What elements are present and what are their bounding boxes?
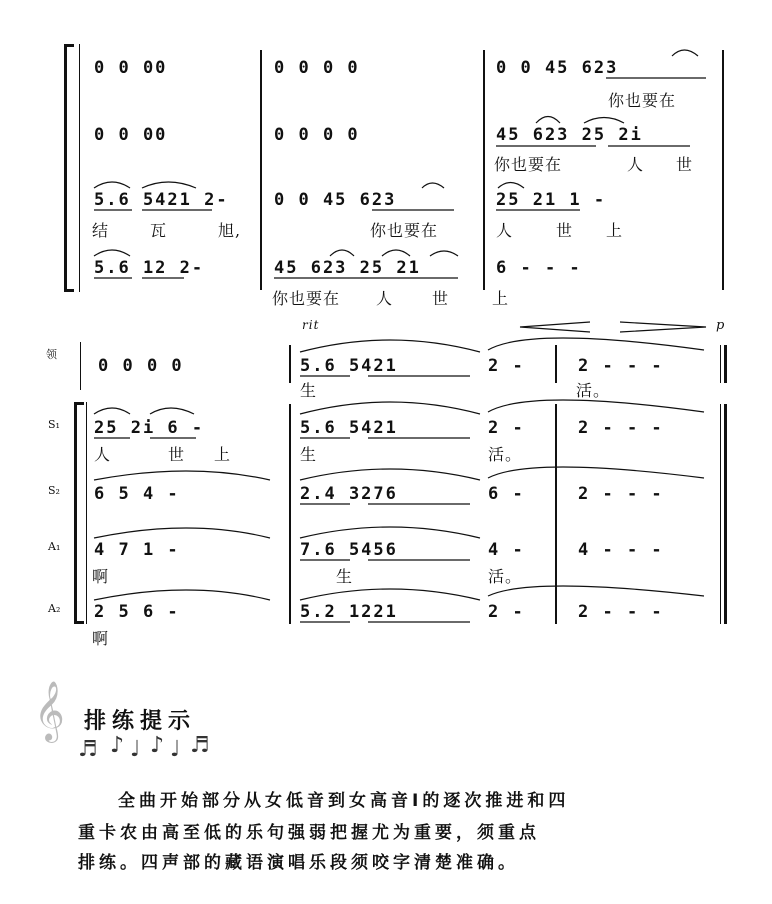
notes-row3-m1: 5.6 5421 2- [94,190,229,210]
a1-m1: 4 7 1 - [94,540,180,560]
lyric-row2-c: 世 [676,155,694,174]
lyric-a1-b: 生 [336,567,354,586]
notes-row1-m1: 0 0 00 [94,58,168,78]
lyric-lead-b: 活。 [576,381,611,400]
lyric-s1-e: 活。 [488,445,523,464]
barline [555,345,557,383]
notes-row2-m3: 45 623 25 2i [496,125,643,145]
tips-heading: 排练提示 [84,709,197,734]
svg-text:𝄞: 𝄞 [34,681,65,741]
lead-m2: 5.6 5421 [300,356,398,376]
lead-staff-line [80,342,81,390]
lead-m4: 2 - - - [578,356,664,376]
lyric-row4-a: 你也要在 [272,289,341,308]
part-label-s2: S₂ [48,484,60,497]
part-label-lead: 领 [46,348,57,361]
svg-text:♩: ♩ [130,737,141,762]
choir-thin-line [86,402,87,624]
tips-line-3: 排练。四声部的藏语演唱乐段须咬字清楚准确。 [78,853,519,873]
system-1-bracket [64,44,67,292]
lyric-row3-g: 上 [606,221,624,240]
lead-m3: 2 - [488,356,525,376]
lyric-a1-a: 啊 [92,567,110,586]
system-1-bracket-hook [64,289,74,292]
lyric-a1-c: 活。 [488,567,523,586]
notes-row4-m1: 5.6 12 2- [94,258,205,278]
lyric-row3-a: 结 [92,221,110,240]
notes-row4-m3: 6 - - - [496,258,582,278]
s1-m3: 2 - [488,418,525,438]
notes-row2-m1: 0 0 00 [94,125,168,145]
choir-bracket-hook [74,402,84,405]
a1-m2: 7.6 5456 [300,540,398,560]
lyric-row2-b: 人 [627,155,645,174]
lyric-row3-c: 旭, [218,221,242,240]
s2-m3: 6 - [488,484,525,504]
lyric-s1-a: 人 [94,445,112,464]
barline [289,345,291,383]
lyric-s1-b: 世 [168,445,186,464]
lyric-row3-b: 瓦 [150,221,168,240]
barline [555,404,557,624]
lyric-row3-d: 你也要在 [370,221,439,240]
dynamic-marking: p [716,318,726,333]
tips-line-2: 重卡农由高至低的乐句强弱把握尤为重要，须重点 [78,823,540,843]
svg-text:♬: ♬ [78,737,98,762]
rit-marking: rit [302,318,320,332]
s1-m1: 25 2i 6 - [94,418,205,438]
svg-text:♪: ♪ [150,733,165,758]
svg-text:♩: ♩ [170,737,181,762]
lyric-s1-d: 生 [300,445,318,464]
a1-m3: 4 - [488,540,525,560]
s2-m2: 2.4 3276 [300,484,398,504]
final-barline [720,345,727,383]
system-1-thin-line [79,44,80,292]
a2-m2: 5.2 1221 [300,602,398,622]
barline [722,50,724,290]
notes-row4-m2: 45 623 25 21 [274,258,421,278]
part-label-a1: A₁ [48,540,61,553]
choir-bracket [74,402,77,624]
part-label-a2: A₂ [48,602,61,615]
s2-m1: 6 5 4 - [94,484,180,504]
tips-line-1: 全曲开始部分从女低音到女高音Ⅰ的逐次推进和四 [118,791,570,811]
notes-row1-m2: 0 0 0 0 [274,58,360,78]
a2-m1: 2 5 6 - [94,602,180,622]
lyric-row2-a: 你也要在 [494,155,563,174]
lyric-row3-f: 世 [556,221,574,240]
lyric-lead-a: 生 [300,381,318,400]
svg-text:♬: ♬ [190,733,210,758]
choir-bracket-hook [74,621,84,624]
barline [289,404,291,624]
notes-row1-m3: 0 0 45 623 [496,58,619,78]
barline [483,50,485,290]
notes-row3-m3: 25 21 1 - [496,190,607,210]
lead-m1: 0 0 0 0 [98,356,184,376]
system-1-bracket-hook [64,44,74,47]
part-label-s1: S₁ [48,418,60,431]
notes-row3-m2: 0 0 45 623 [274,190,397,210]
a2-m3: 2 - [488,602,525,622]
lyric-row4-c: 世 [432,289,450,308]
a2-m4: 2 - - - [578,602,664,622]
lyric-a2-a: 啊 [92,629,110,648]
svg-text:♪: ♪ [110,733,125,758]
lyric-row3-e: 人 [496,221,514,240]
lyric-row4-b: 人 [376,289,394,308]
final-barline [720,404,727,624]
lyric-row1: 你也要在 [608,91,677,110]
barline [260,50,262,290]
lyric-row4-d: 上 [492,289,510,308]
lyric-s1-c: 上 [214,445,232,464]
s1-m2: 5.6 5421 [300,418,398,438]
notes-row2-m2: 0 0 0 0 [274,125,360,145]
s2-m4: 2 - - - [578,484,664,504]
a1-m4: 4 - - - [578,540,664,560]
s1-m4: 2 - - - [578,418,664,438]
